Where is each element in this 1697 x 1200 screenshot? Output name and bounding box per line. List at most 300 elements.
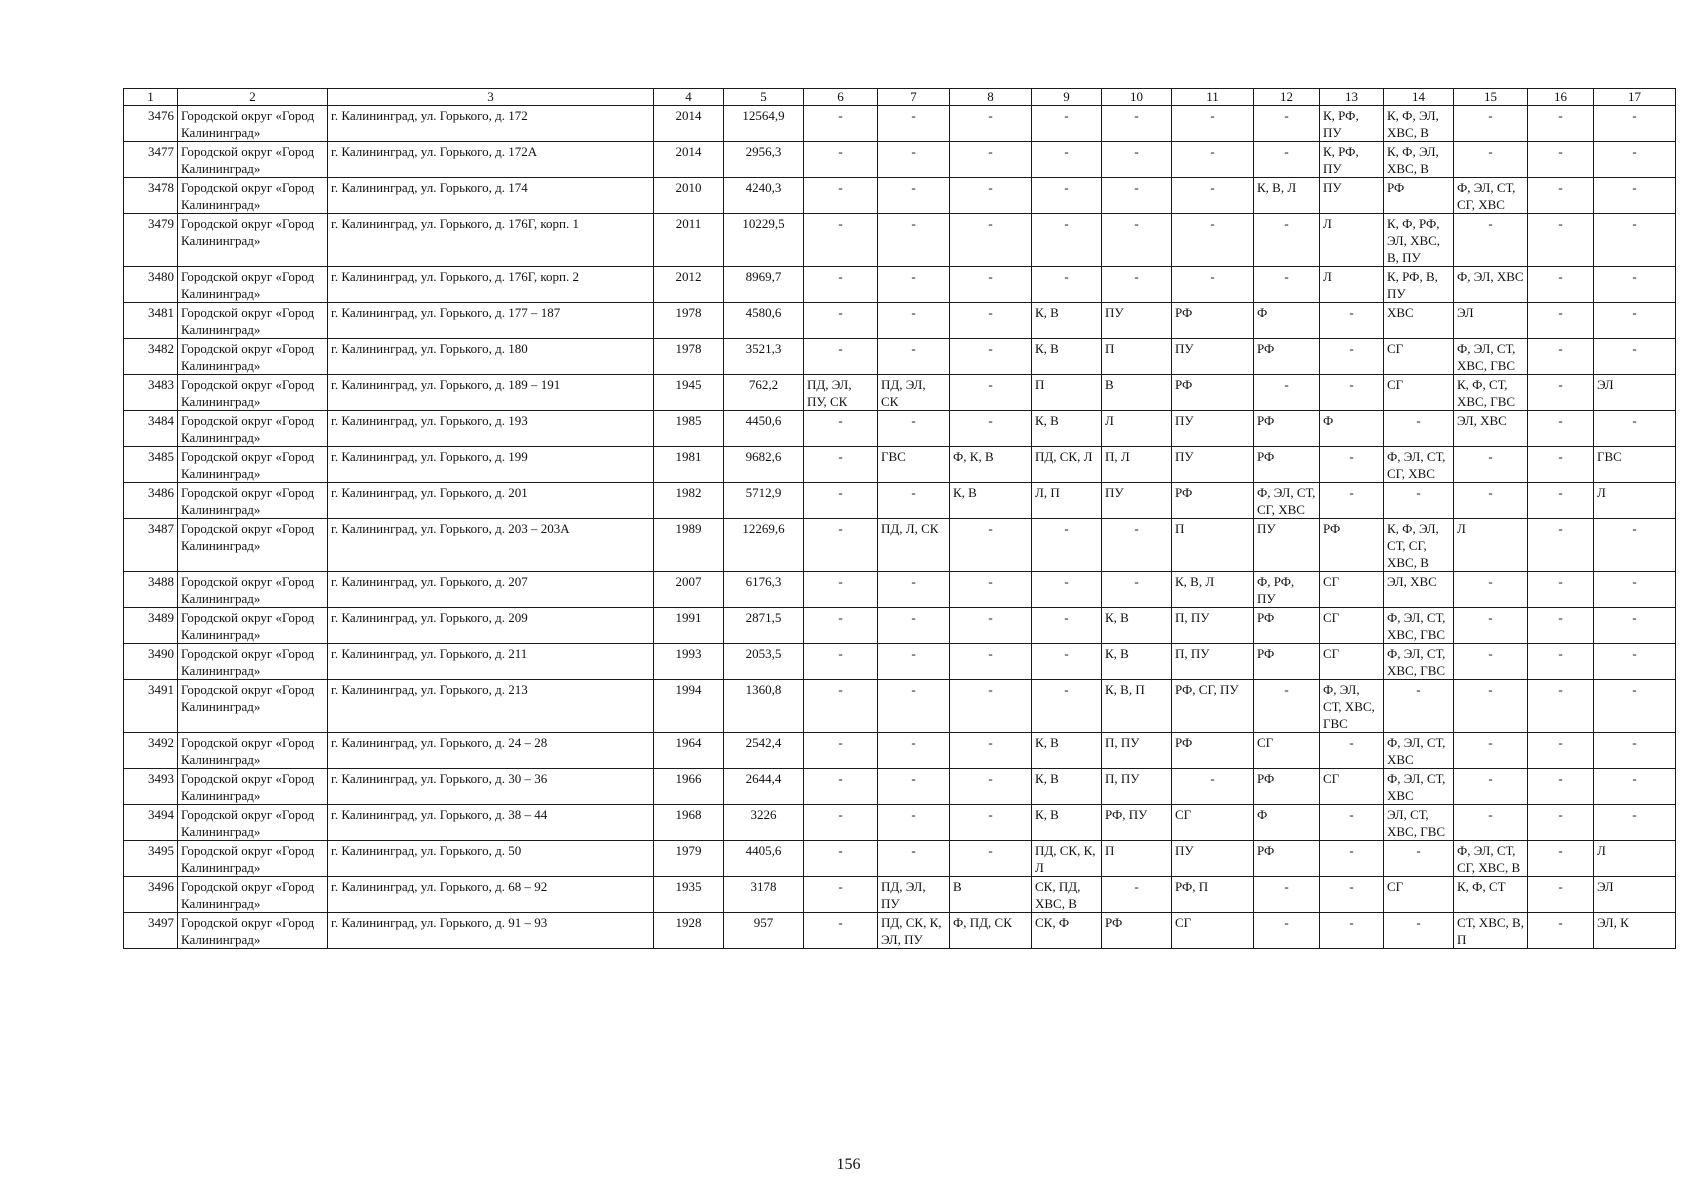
work-cell: - bbox=[878, 106, 950, 142]
work-cell: - bbox=[1528, 841, 1594, 877]
work-cell: - bbox=[1594, 769, 1676, 805]
work-cell: - bbox=[1254, 142, 1320, 178]
work-cell: К, РФ, ПУ bbox=[1320, 106, 1384, 142]
row-number-cell: 3492 bbox=[124, 733, 178, 769]
address-cell: г. Калининград, ул. Горького, д. 176Г, корп. 1 bbox=[328, 214, 654, 267]
row-number-cell: 3497 bbox=[124, 913, 178, 949]
table-row bbox=[124, 142, 1676, 178]
area-cell: 9682,6 bbox=[724, 447, 804, 483]
work-cell: - bbox=[1102, 877, 1172, 913]
work-cell: - bbox=[950, 733, 1032, 769]
work-cell: Ф, ЭЛ, СТ, ХВС, ГВС bbox=[1320, 680, 1384, 733]
work-cell: - bbox=[1528, 375, 1594, 411]
row-number-cell: 3482 bbox=[124, 339, 178, 375]
column-header: 4 bbox=[654, 89, 724, 106]
work-cell: - bbox=[950, 644, 1032, 680]
work-cell: К, В bbox=[1102, 608, 1172, 644]
row-number-cell: 3487 bbox=[124, 519, 178, 572]
work-cell: - bbox=[1528, 769, 1594, 805]
year-cell: 1928 bbox=[654, 913, 724, 949]
work-cell: Ф bbox=[1254, 303, 1320, 339]
area-cell: 4240,3 bbox=[724, 178, 804, 214]
address-cell: г. Калининград, ул. Горького, д. 177 – 187 bbox=[328, 303, 654, 339]
address-cell: г. Калининград, ул. Горького, д. 211 bbox=[328, 644, 654, 680]
work-cell: СГ bbox=[1384, 339, 1454, 375]
work-cell: Ф, ЭЛ, СТ, ХВС bbox=[1384, 733, 1454, 769]
work-cell: К, В, П bbox=[1102, 680, 1172, 733]
year-cell: 1993 bbox=[654, 644, 724, 680]
work-cell: П, ПУ bbox=[1102, 733, 1172, 769]
work-cell: - bbox=[1384, 913, 1454, 949]
work-cell: - bbox=[1594, 680, 1676, 733]
work-cell: ЭЛ bbox=[1594, 375, 1676, 411]
work-cell: - bbox=[1594, 267, 1676, 303]
work-cell: - bbox=[1528, 267, 1594, 303]
row-number-cell: 3479 bbox=[124, 214, 178, 267]
work-cell: Л bbox=[1454, 519, 1528, 572]
work-cell: К, Ф, ЭЛ, ХВС, В bbox=[1384, 106, 1454, 142]
address-cell: г. Калининград, ул. Горького, д. 201 bbox=[328, 483, 654, 519]
work-cell: РФ bbox=[1254, 608, 1320, 644]
work-cell: - bbox=[804, 142, 878, 178]
work-cell: - bbox=[1102, 572, 1172, 608]
header-row bbox=[124, 89, 1676, 106]
year-cell: 2007 bbox=[654, 572, 724, 608]
work-cell: ПУ bbox=[1172, 447, 1254, 483]
work-cell: - bbox=[804, 483, 878, 519]
table-row bbox=[124, 375, 1676, 411]
address-cell: г. Калининград, ул. Горького, д. 213 bbox=[328, 680, 654, 733]
work-cell: К, В bbox=[1032, 339, 1102, 375]
work-cell: - bbox=[878, 339, 950, 375]
work-cell: ПД, ЭЛ, ПУ bbox=[878, 877, 950, 913]
work-cell: - bbox=[1528, 303, 1594, 339]
owner-cell: Городской округ «Город Калининград» bbox=[178, 644, 328, 680]
area-cell: 12269,6 bbox=[724, 519, 804, 572]
table-row bbox=[124, 913, 1676, 949]
work-cell: - bbox=[1102, 214, 1172, 267]
column-header: 12 bbox=[1254, 89, 1320, 106]
work-cell: - bbox=[1254, 375, 1320, 411]
work-cell: ЭЛ, ХВС bbox=[1454, 411, 1528, 447]
work-cell: Ф, ЭЛ, СТ, СГ, ХВС bbox=[1454, 178, 1528, 214]
work-cell: К, В, Л bbox=[1254, 178, 1320, 214]
work-cell: РФ bbox=[1254, 339, 1320, 375]
work-cell: К, РФ, В, ПУ bbox=[1384, 267, 1454, 303]
year-cell: 2014 bbox=[654, 142, 724, 178]
work-cell: - bbox=[1594, 142, 1676, 178]
work-cell: Ф, РФ, ПУ bbox=[1254, 572, 1320, 608]
row-number-cell: 3493 bbox=[124, 769, 178, 805]
row-number-cell: 3481 bbox=[124, 303, 178, 339]
table-row bbox=[124, 267, 1676, 303]
area-cell: 2871,5 bbox=[724, 608, 804, 644]
work-cell: - bbox=[1454, 106, 1528, 142]
work-cell: - bbox=[1594, 106, 1676, 142]
work-cell: - bbox=[1528, 608, 1594, 644]
table-row bbox=[124, 339, 1676, 375]
work-cell: - bbox=[1320, 913, 1384, 949]
work-cell: СГ bbox=[1320, 769, 1384, 805]
work-cell: - bbox=[1320, 447, 1384, 483]
work-cell: - bbox=[1032, 142, 1102, 178]
address-cell: г. Калининград, ул. Горького, д. 203 – 203А bbox=[328, 519, 654, 572]
work-cell: П bbox=[1102, 841, 1172, 877]
area-cell: 6176,3 bbox=[724, 572, 804, 608]
table-row bbox=[124, 106, 1676, 142]
work-cell: - bbox=[878, 303, 950, 339]
work-cell: - bbox=[804, 877, 878, 913]
work-cell: - bbox=[1528, 106, 1594, 142]
work-cell: - bbox=[1032, 644, 1102, 680]
work-cell: - bbox=[804, 447, 878, 483]
work-cell: - bbox=[1528, 411, 1594, 447]
row-number-cell: 3485 bbox=[124, 447, 178, 483]
owner-cell: Городской округ «Город Калининград» bbox=[178, 680, 328, 733]
column-header: 17 bbox=[1594, 89, 1676, 106]
work-cell: - bbox=[1528, 142, 1594, 178]
table-row bbox=[124, 877, 1676, 913]
work-cell: - bbox=[1032, 608, 1102, 644]
page-number: 156 bbox=[836, 1156, 861, 1173]
year-cell: 1985 bbox=[654, 411, 724, 447]
area-cell: 957 bbox=[724, 913, 804, 949]
work-cell: - bbox=[804, 769, 878, 805]
work-cell: - bbox=[1594, 733, 1676, 769]
row-number-cell: 3480 bbox=[124, 267, 178, 303]
work-cell: Ф, ЭЛ, СТ, ХВС, ГВС bbox=[1384, 644, 1454, 680]
work-cell: ПУ bbox=[1102, 483, 1172, 519]
work-cell: - bbox=[1594, 214, 1676, 267]
work-cell: СК, ПД, ХВС, В bbox=[1032, 877, 1102, 913]
work-cell: - bbox=[1454, 214, 1528, 267]
work-cell: СГ bbox=[1320, 608, 1384, 644]
work-cell: - bbox=[1320, 375, 1384, 411]
owner-cell: Городской округ «Город Калининград» bbox=[178, 769, 328, 805]
work-cell: - bbox=[950, 680, 1032, 733]
work-cell: - bbox=[1384, 680, 1454, 733]
work-cell: - bbox=[1254, 680, 1320, 733]
work-cell: П, ПУ bbox=[1102, 769, 1172, 805]
work-cell: - bbox=[804, 519, 878, 572]
work-cell: - bbox=[878, 178, 950, 214]
work-cell: РФ bbox=[1172, 375, 1254, 411]
area-cell: 5712,9 bbox=[724, 483, 804, 519]
year-cell: 2014 bbox=[654, 106, 724, 142]
area-cell: 1360,8 bbox=[724, 680, 804, 733]
address-cell: г. Калининград, ул. Горького, д. 172А bbox=[328, 142, 654, 178]
work-cell: СГ bbox=[1172, 805, 1254, 841]
work-cell: СГ bbox=[1384, 375, 1454, 411]
work-cell: П bbox=[1032, 375, 1102, 411]
address-cell: г. Калининград, ул. Горького, д. 24 – 28 bbox=[328, 733, 654, 769]
work-cell: - bbox=[878, 680, 950, 733]
work-cell: - bbox=[1528, 680, 1594, 733]
work-cell: - bbox=[1172, 214, 1254, 267]
year-cell: 1935 bbox=[654, 877, 724, 913]
address-cell: г. Калининград, ул. Горького, д. 30 – 36 bbox=[328, 769, 654, 805]
column-header: 7 bbox=[878, 89, 950, 106]
year-cell: 1979 bbox=[654, 841, 724, 877]
work-cell: Ф, ЭЛ, СТ, ХВС bbox=[1384, 769, 1454, 805]
work-cell: - bbox=[1320, 339, 1384, 375]
work-cell: - bbox=[1102, 267, 1172, 303]
work-cell: В bbox=[950, 877, 1032, 913]
table-row bbox=[124, 214, 1676, 267]
work-cell: - bbox=[1454, 447, 1528, 483]
work-cell: - bbox=[1528, 913, 1594, 949]
work-cell: Ф, ЭЛ, СТ, ХВС, ГВС bbox=[1384, 608, 1454, 644]
area-cell: 4405,6 bbox=[724, 841, 804, 877]
area-cell: 3226 bbox=[724, 805, 804, 841]
work-cell: - bbox=[804, 572, 878, 608]
work-cell: - bbox=[1528, 572, 1594, 608]
owner-cell: Городской округ «Город Калининград» bbox=[178, 519, 328, 572]
column-header: 15 bbox=[1454, 89, 1528, 106]
work-cell: К, РФ, ПУ bbox=[1320, 142, 1384, 178]
year-cell: 1991 bbox=[654, 608, 724, 644]
work-cell: - bbox=[878, 805, 950, 841]
area-cell: 10229,5 bbox=[724, 214, 804, 267]
work-cell: - bbox=[1454, 483, 1528, 519]
work-cell: Ф, ЭЛ, СТ, СГ, ХВС bbox=[1254, 483, 1320, 519]
work-cell: - bbox=[1528, 877, 1594, 913]
work-cell: - bbox=[878, 608, 950, 644]
work-cell: - bbox=[950, 178, 1032, 214]
address-cell: г. Калининград, ул. Горького, д. 176Г, корп. 2 bbox=[328, 267, 654, 303]
work-cell: - bbox=[1320, 877, 1384, 913]
work-cell: РФ bbox=[1254, 447, 1320, 483]
owner-cell: Городской округ «Город Калининград» bbox=[178, 339, 328, 375]
owner-cell: Городской округ «Город Калининград» bbox=[178, 733, 328, 769]
table-row bbox=[124, 841, 1676, 877]
work-cell: СГ bbox=[1320, 572, 1384, 608]
work-cell: - bbox=[1320, 733, 1384, 769]
year-cell: 2012 bbox=[654, 267, 724, 303]
table-row bbox=[124, 572, 1676, 608]
work-cell: Л bbox=[1320, 267, 1384, 303]
work-cell: К, В bbox=[1032, 303, 1102, 339]
table-row bbox=[124, 519, 1676, 572]
work-cell: - bbox=[878, 841, 950, 877]
work-cell: РФ bbox=[1254, 841, 1320, 877]
work-cell: ПД, СК, Л bbox=[1032, 447, 1102, 483]
owner-cell: Городской округ «Город Калининград» bbox=[178, 841, 328, 877]
work-cell: - bbox=[1254, 267, 1320, 303]
address-cell: г. Калининград, ул. Горького, д. 193 bbox=[328, 411, 654, 447]
column-header: 6 bbox=[804, 89, 878, 106]
row-number-cell: 3484 bbox=[124, 411, 178, 447]
work-cell: К, В, Л bbox=[1172, 572, 1254, 608]
year-cell: 1964 bbox=[654, 733, 724, 769]
work-cell: - bbox=[1172, 178, 1254, 214]
address-cell: г. Калининград, ул. Горького, д. 68 – 92 bbox=[328, 877, 654, 913]
work-cell: К, В bbox=[1032, 733, 1102, 769]
table-row bbox=[124, 447, 1676, 483]
work-cell: - bbox=[1594, 572, 1676, 608]
work-cell: ПД, СК, К, ЭЛ, ПУ bbox=[878, 913, 950, 949]
address-cell: г. Калининград, ул. Горького, д. 199 bbox=[328, 447, 654, 483]
work-cell: ЭЛ, ХВС bbox=[1384, 572, 1454, 608]
row-number-cell: 3478 bbox=[124, 178, 178, 214]
work-cell: - bbox=[950, 267, 1032, 303]
work-cell: - bbox=[1102, 106, 1172, 142]
work-cell: К, Ф, ЭЛ, ХВС, В bbox=[1384, 142, 1454, 178]
owner-cell: Городской округ «Город Калининград» bbox=[178, 375, 328, 411]
work-cell: - bbox=[1172, 769, 1254, 805]
work-cell: РФ bbox=[1384, 178, 1454, 214]
work-cell: - bbox=[1528, 483, 1594, 519]
work-cell: - bbox=[1454, 608, 1528, 644]
work-cell: К, Ф, ЭЛ, СТ, СГ, ХВС, В bbox=[1384, 519, 1454, 572]
work-cell: П bbox=[1172, 519, 1254, 572]
work-cell: ПД, Л, СК bbox=[878, 519, 950, 572]
work-cell: - bbox=[878, 644, 950, 680]
work-cell: - bbox=[878, 733, 950, 769]
address-cell: г. Калининград, ул. Горького, д. 209 bbox=[328, 608, 654, 644]
table-row bbox=[124, 608, 1676, 644]
work-cell: - bbox=[878, 769, 950, 805]
address-cell: г. Калининград, ул. Горького, д. 50 bbox=[328, 841, 654, 877]
work-cell: - bbox=[1102, 142, 1172, 178]
work-cell: - bbox=[1102, 519, 1172, 572]
work-cell: - bbox=[1032, 214, 1102, 267]
work-cell: РФ bbox=[1102, 913, 1172, 949]
work-cell: - bbox=[1384, 411, 1454, 447]
work-cell: П, ПУ bbox=[1172, 608, 1254, 644]
address-cell: г. Калининград, ул. Горького, д. 174 bbox=[328, 178, 654, 214]
table-row bbox=[124, 680, 1676, 733]
work-cell: - bbox=[1454, 644, 1528, 680]
year-cell: 2011 bbox=[654, 214, 724, 267]
work-cell: СГ bbox=[1320, 644, 1384, 680]
work-cell: РФ bbox=[1172, 303, 1254, 339]
row-number-cell: 3494 bbox=[124, 805, 178, 841]
work-cell: РФ bbox=[1172, 733, 1254, 769]
work-cell: - bbox=[1594, 411, 1676, 447]
column-header: 2 bbox=[178, 89, 328, 106]
column-header: 16 bbox=[1528, 89, 1594, 106]
work-cell: - bbox=[1528, 644, 1594, 680]
year-cell: 1981 bbox=[654, 447, 724, 483]
work-cell: П, ПУ bbox=[1172, 644, 1254, 680]
address-cell: г. Калининград, ул. Горького, д. 180 bbox=[328, 339, 654, 375]
work-cell: - bbox=[1384, 483, 1454, 519]
work-cell: - bbox=[1454, 805, 1528, 841]
area-cell: 3521,3 bbox=[724, 339, 804, 375]
work-cell: - bbox=[950, 572, 1032, 608]
work-cell: - bbox=[1454, 680, 1528, 733]
work-cell: П bbox=[1102, 339, 1172, 375]
address-cell: г. Калининград, ул. Горького, д. 38 – 44 bbox=[328, 805, 654, 841]
address-cell: г. Калининград, ул. Горького, д. 207 bbox=[328, 572, 654, 608]
work-cell: СГ bbox=[1384, 877, 1454, 913]
year-cell: 2010 bbox=[654, 178, 724, 214]
row-number-cell: 3496 bbox=[124, 877, 178, 913]
work-cell: - bbox=[1254, 214, 1320, 267]
work-cell: - bbox=[804, 339, 878, 375]
work-cell: - bbox=[804, 608, 878, 644]
work-cell: ПУ bbox=[1172, 411, 1254, 447]
column-header: 8 bbox=[950, 89, 1032, 106]
work-cell: РФ bbox=[1254, 644, 1320, 680]
work-cell: - bbox=[878, 214, 950, 267]
work-cell: СК, Ф bbox=[1032, 913, 1102, 949]
work-cell: Л bbox=[1594, 841, 1676, 877]
work-cell: - bbox=[804, 106, 878, 142]
work-cell: - bbox=[1032, 178, 1102, 214]
work-cell: - bbox=[1032, 680, 1102, 733]
area-cell: 2053,5 bbox=[724, 644, 804, 680]
work-cell: - bbox=[950, 411, 1032, 447]
work-cell: - bbox=[804, 805, 878, 841]
work-cell: - bbox=[1172, 267, 1254, 303]
table-row bbox=[124, 483, 1676, 519]
work-cell: - bbox=[1454, 572, 1528, 608]
work-cell: - bbox=[1594, 519, 1676, 572]
work-cell: - bbox=[1528, 447, 1594, 483]
work-cell: - bbox=[804, 841, 878, 877]
work-cell: - bbox=[804, 214, 878, 267]
work-cell: - bbox=[950, 769, 1032, 805]
work-cell: РФ, СГ, ПУ bbox=[1172, 680, 1254, 733]
work-cell: Ф bbox=[1254, 805, 1320, 841]
work-cell: Л bbox=[1594, 483, 1676, 519]
row-number-cell: 3490 bbox=[124, 644, 178, 680]
work-cell: - bbox=[1528, 805, 1594, 841]
work-cell: - bbox=[1032, 267, 1102, 303]
work-cell: - bbox=[950, 805, 1032, 841]
owner-cell: Городской округ «Город Калининград» bbox=[178, 608, 328, 644]
owner-cell: Городской округ «Город Калининград» bbox=[178, 106, 328, 142]
work-cell: - bbox=[950, 841, 1032, 877]
work-cell: - bbox=[1384, 841, 1454, 877]
year-cell: 1989 bbox=[654, 519, 724, 572]
work-cell: - bbox=[950, 142, 1032, 178]
column-header: 11 bbox=[1172, 89, 1254, 106]
work-cell: ПД, ЭЛ, ПУ, СК bbox=[804, 375, 878, 411]
column-header: 1 bbox=[124, 89, 178, 106]
row-number-cell: 3491 bbox=[124, 680, 178, 733]
table-row bbox=[124, 178, 1676, 214]
work-cell: - bbox=[804, 303, 878, 339]
work-cell: П, Л bbox=[1102, 447, 1172, 483]
work-cell: РФ bbox=[1320, 519, 1384, 572]
work-cell: РФ bbox=[1254, 769, 1320, 805]
work-cell: - bbox=[1594, 644, 1676, 680]
work-cell: - bbox=[1320, 483, 1384, 519]
owner-cell: Городской округ «Город Калининград» bbox=[178, 267, 328, 303]
register-table bbox=[123, 88, 1676, 949]
year-cell: 1978 bbox=[654, 339, 724, 375]
work-cell: - bbox=[1594, 805, 1676, 841]
table-row bbox=[124, 805, 1676, 841]
work-cell: - bbox=[1594, 303, 1676, 339]
work-cell: Ф, ЭЛ, СТ, ХВС, ГВС bbox=[1454, 339, 1528, 375]
work-cell: - bbox=[950, 106, 1032, 142]
area-cell: 2956,3 bbox=[724, 142, 804, 178]
work-cell: ГВС bbox=[878, 447, 950, 483]
work-cell: - bbox=[1254, 913, 1320, 949]
year-cell: 1968 bbox=[654, 805, 724, 841]
work-cell: Ф, ЭЛ, ХВС bbox=[1454, 267, 1528, 303]
work-cell: РФ bbox=[1254, 411, 1320, 447]
work-cell: К, В bbox=[1032, 805, 1102, 841]
row-number-cell: 3486 bbox=[124, 483, 178, 519]
address-cell: г. Калининград, ул. Горького, д. 189 – 191 bbox=[328, 375, 654, 411]
owner-cell: Городской округ «Город Калининград» bbox=[178, 178, 328, 214]
year-cell: 1978 bbox=[654, 303, 724, 339]
